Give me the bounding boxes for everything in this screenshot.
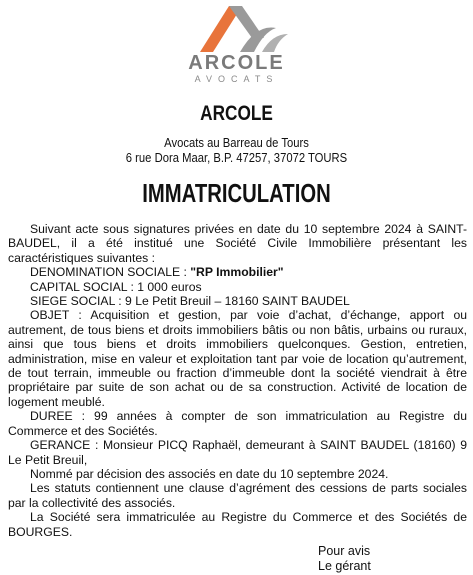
signature-le-gerant: Le gérant [318,559,371,573]
statuts-paragraph: Les statuts contiennent une clause d’agrément des cessions de parts sociales par la collectivité des associés. [8,481,467,510]
registration-paragraph: La Société sera immatriculée au Registre du Commerce et des Sociétés de BOURGES. [8,510,467,539]
logo-brand-text: ARCOLE [188,52,285,74]
arcole-roof-arch-icon [182,4,292,54]
company-name: "RP Immobilier" [190,265,284,280]
notice-body [8,222,467,539]
notice-title: IMMATRICULATION [142,178,331,208]
objet-paragraph: OBJET : Acquisition et gestion, par voie d’achat, d’échange, apport ou autrement, de tous biens et droits immobiliers bâtis ou non bâtis, urbains ou ruraux, ainsi que tous biens et droits immobiliers quelconques. Gestion, entretien, administration, mise en valeur et exploitation tant par voie de location qu’autrement, de tout terrain, immeuble ou fraction d’immeuble dont la société viendrait à être propriétaire par suite de son achat ou de sa construction. Activité de location de logement meublé. [8,308,467,409]
duree-paragraph: DUREE : 99 années à compter de son immatriculation au Registre du Commerce et des Sociétés. [8,409,467,438]
gerance-paragraph: GERANCE : Monsieur PICQ Raphaël, demeurant à SAINT BAUDEL (18160) 9 Le Petit Breuil, [8,438,467,467]
firm-address: 6 rue Dora Maar, B.P. 47257, 37072 TOURS [125,151,348,165]
intro-paragraph: Suivant acte sous signatures privées en date du 10 septembre 2024 à SAINT-BAUDEL, il a été institué une Société Civile Immobilière présentant les caractéristiques suivantes : [8,222,467,265]
firm-name: ARCOLE [200,102,273,125]
nomination-paragraph: Nommé par décision des associés en date du 10 septembre 2024. [30,466,389,481]
capital-line: CAPITAL SOCIAL : 1 000 euros [30,279,202,294]
firm-bar-line: Avocats au Barreau de Tours [164,136,309,150]
denomination-line: DENOMINATION SOCIALE : "RP Immobilier" [30,265,284,280]
logo-subtitle-text: AVOCATS [194,74,279,84]
siege-line: SIEGE SOCIAL : 9 Le Petit Breuil – 18160 SAINT BAUDEL [30,294,350,309]
signature-pour-avis: Pour avis [318,544,371,558]
